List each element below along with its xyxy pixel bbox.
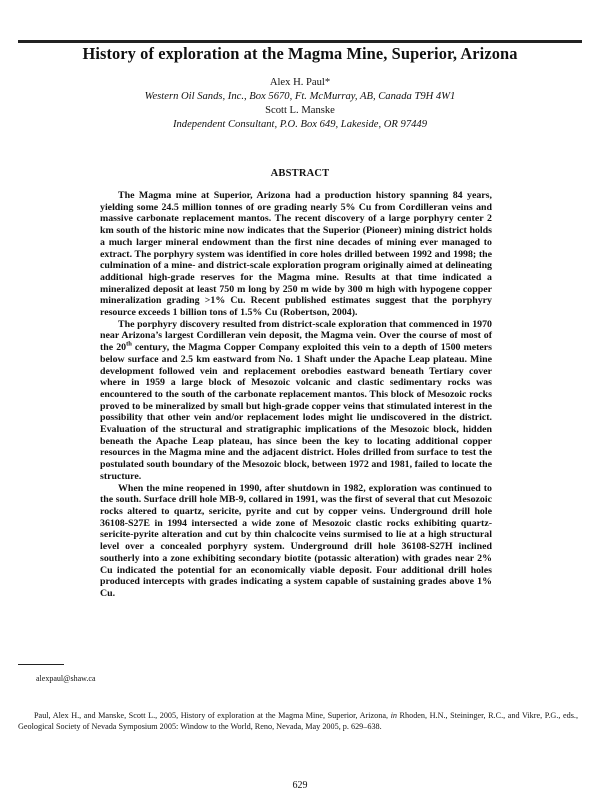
author-name: Alex H. Paul* [269, 77, 331, 88]
superscript: th [126, 340, 132, 348]
paragraph-text: century, the Magma Copper Company exploited this vein to a depth of 1500 meters below surface and 2.5 km eastward from No. 1 Shaft under the Apache Leap plateau. Mine development followed vein and replacement orebodies eastward beneath Tertiary cover where in 1959 a large block of Mesozoic volcanic and clastic sedimentary rocks was encountered to the south of the carbonate replacement mantos. This block of Mesozoic rocks proved to be mineralized by small but high-grade copper veins that stimulated interest in the possibility that other vein and/or replacement lodes might lie undiscovered in the district. Evaluation of the structural and stratigraphic implications of the Mesozoic block, hidden beneath the Apache Leap plateau, has since been the key to locating additional copper resources in the Magma mine and the adjacent district. Holes drilled from surface to test the postulated south boundary of the Mesozoic block, between 1972 and 1981, failed to locate the structure. [100, 342, 492, 482]
page-number: 629 [292, 780, 308, 791]
citation-in: in [390, 711, 397, 720]
author-name: Scott L. Manske [265, 105, 335, 116]
citation-text: Rhoden, H.N., Steininger, R.C., and Vikre, P.G., eds., Geological Society of Nevada Symposium 2005: Window to the World, Reno, Nevada, May 2005, p. 629–638. [18, 711, 578, 731]
author-affiliation: Independent Consultant, P.O. Box 649, Lakeside, OR 97449 [172, 119, 428, 130]
citation [18, 711, 578, 732]
footnote-email: alexpaul@shaw.ca [36, 674, 96, 683]
top-rule [18, 40, 582, 43]
abstract-heading: ABSTRACT [270, 168, 330, 179]
author-block [0, 76, 600, 132]
paragraph-text: The porphyry discovery resulted from district-scale exploration that commenced in 1970 near Arizona’s largest Cordilleran vein deposit, the Magma vein. Over the course of most of the 20 [100, 318, 492, 354]
abstract-paragraph: The Magma mine at Superior, Arizona had a production history spanning 84 years, yielding some 24.5 million tonnes of ore grading nearly 5% Cu from Cordilleran veins and massive carbonate replacement mantos. The recent discovery of a large porphyry center 2 km south of the historic mine now indicates that the Superior (Pioneer) mining district holds a much larger mineral endowment than the first nine decades of mining ever managed to extract. The porphyry system was identified in core holes drilled between 1992 and 1998; the culmination of a mine- and district-scale exploration program originally aimed at delineating additional high-grade reserves for the Magma mine. Results at that time indicated a mineralized deposit at least 750 m long by 250 m wide by 300 m high with hypogene copper mineralization grading >1% Cu. Recent published estimates suggest that the porphyry resource exceeds 1 billion tons of 1.5% Cu (Robertson, 2004). [100, 190, 492, 319]
abstract-paragraph [100, 319, 492, 483]
paper-title: History of exploration at the Magma Mine, Superior, Arizona [82, 44, 518, 63]
footnote-rule [18, 664, 64, 665]
author-affiliation: Western Oil Sands, Inc., Box 5670, Ft. McMurray, AB, Canada T9H 4W1 [144, 91, 456, 102]
abstract-paragraph: When the mine reopened in 1990, after shutdown in 1982, exploration was continued to the south. Surface drill hole MB-9, collared in 1991, was the first of several that cut Mesozoic rocks altered to quartz, sericite, pyrite and cut by copper veins. Underground drill hole 36108-S27E in 1994 intersected a wide zone of Mesozoic clastic rocks exhibiting quartz-sericite-pyrite alteration and cut by thin chalcocite veins surmised to lie at a high structural level over a concealed porphyry system. Underground drill hole 36108-S27H inclined southerly into a zone exhibiting secondary biotite (potassic alteration) with grades near 2% Cu indicated the potential for an economically viable deposit. Four additional drill holes produced intercepts with grades indicating a system capable of sustaining grades above 1% Cu. [100, 482, 492, 599]
citation-text: Paul, Alex H., and Manske, Scott L., 2005, History of exploration at the Magma Mine, Superior, Arizona, [34, 711, 391, 720]
abstract-body [100, 190, 492, 600]
